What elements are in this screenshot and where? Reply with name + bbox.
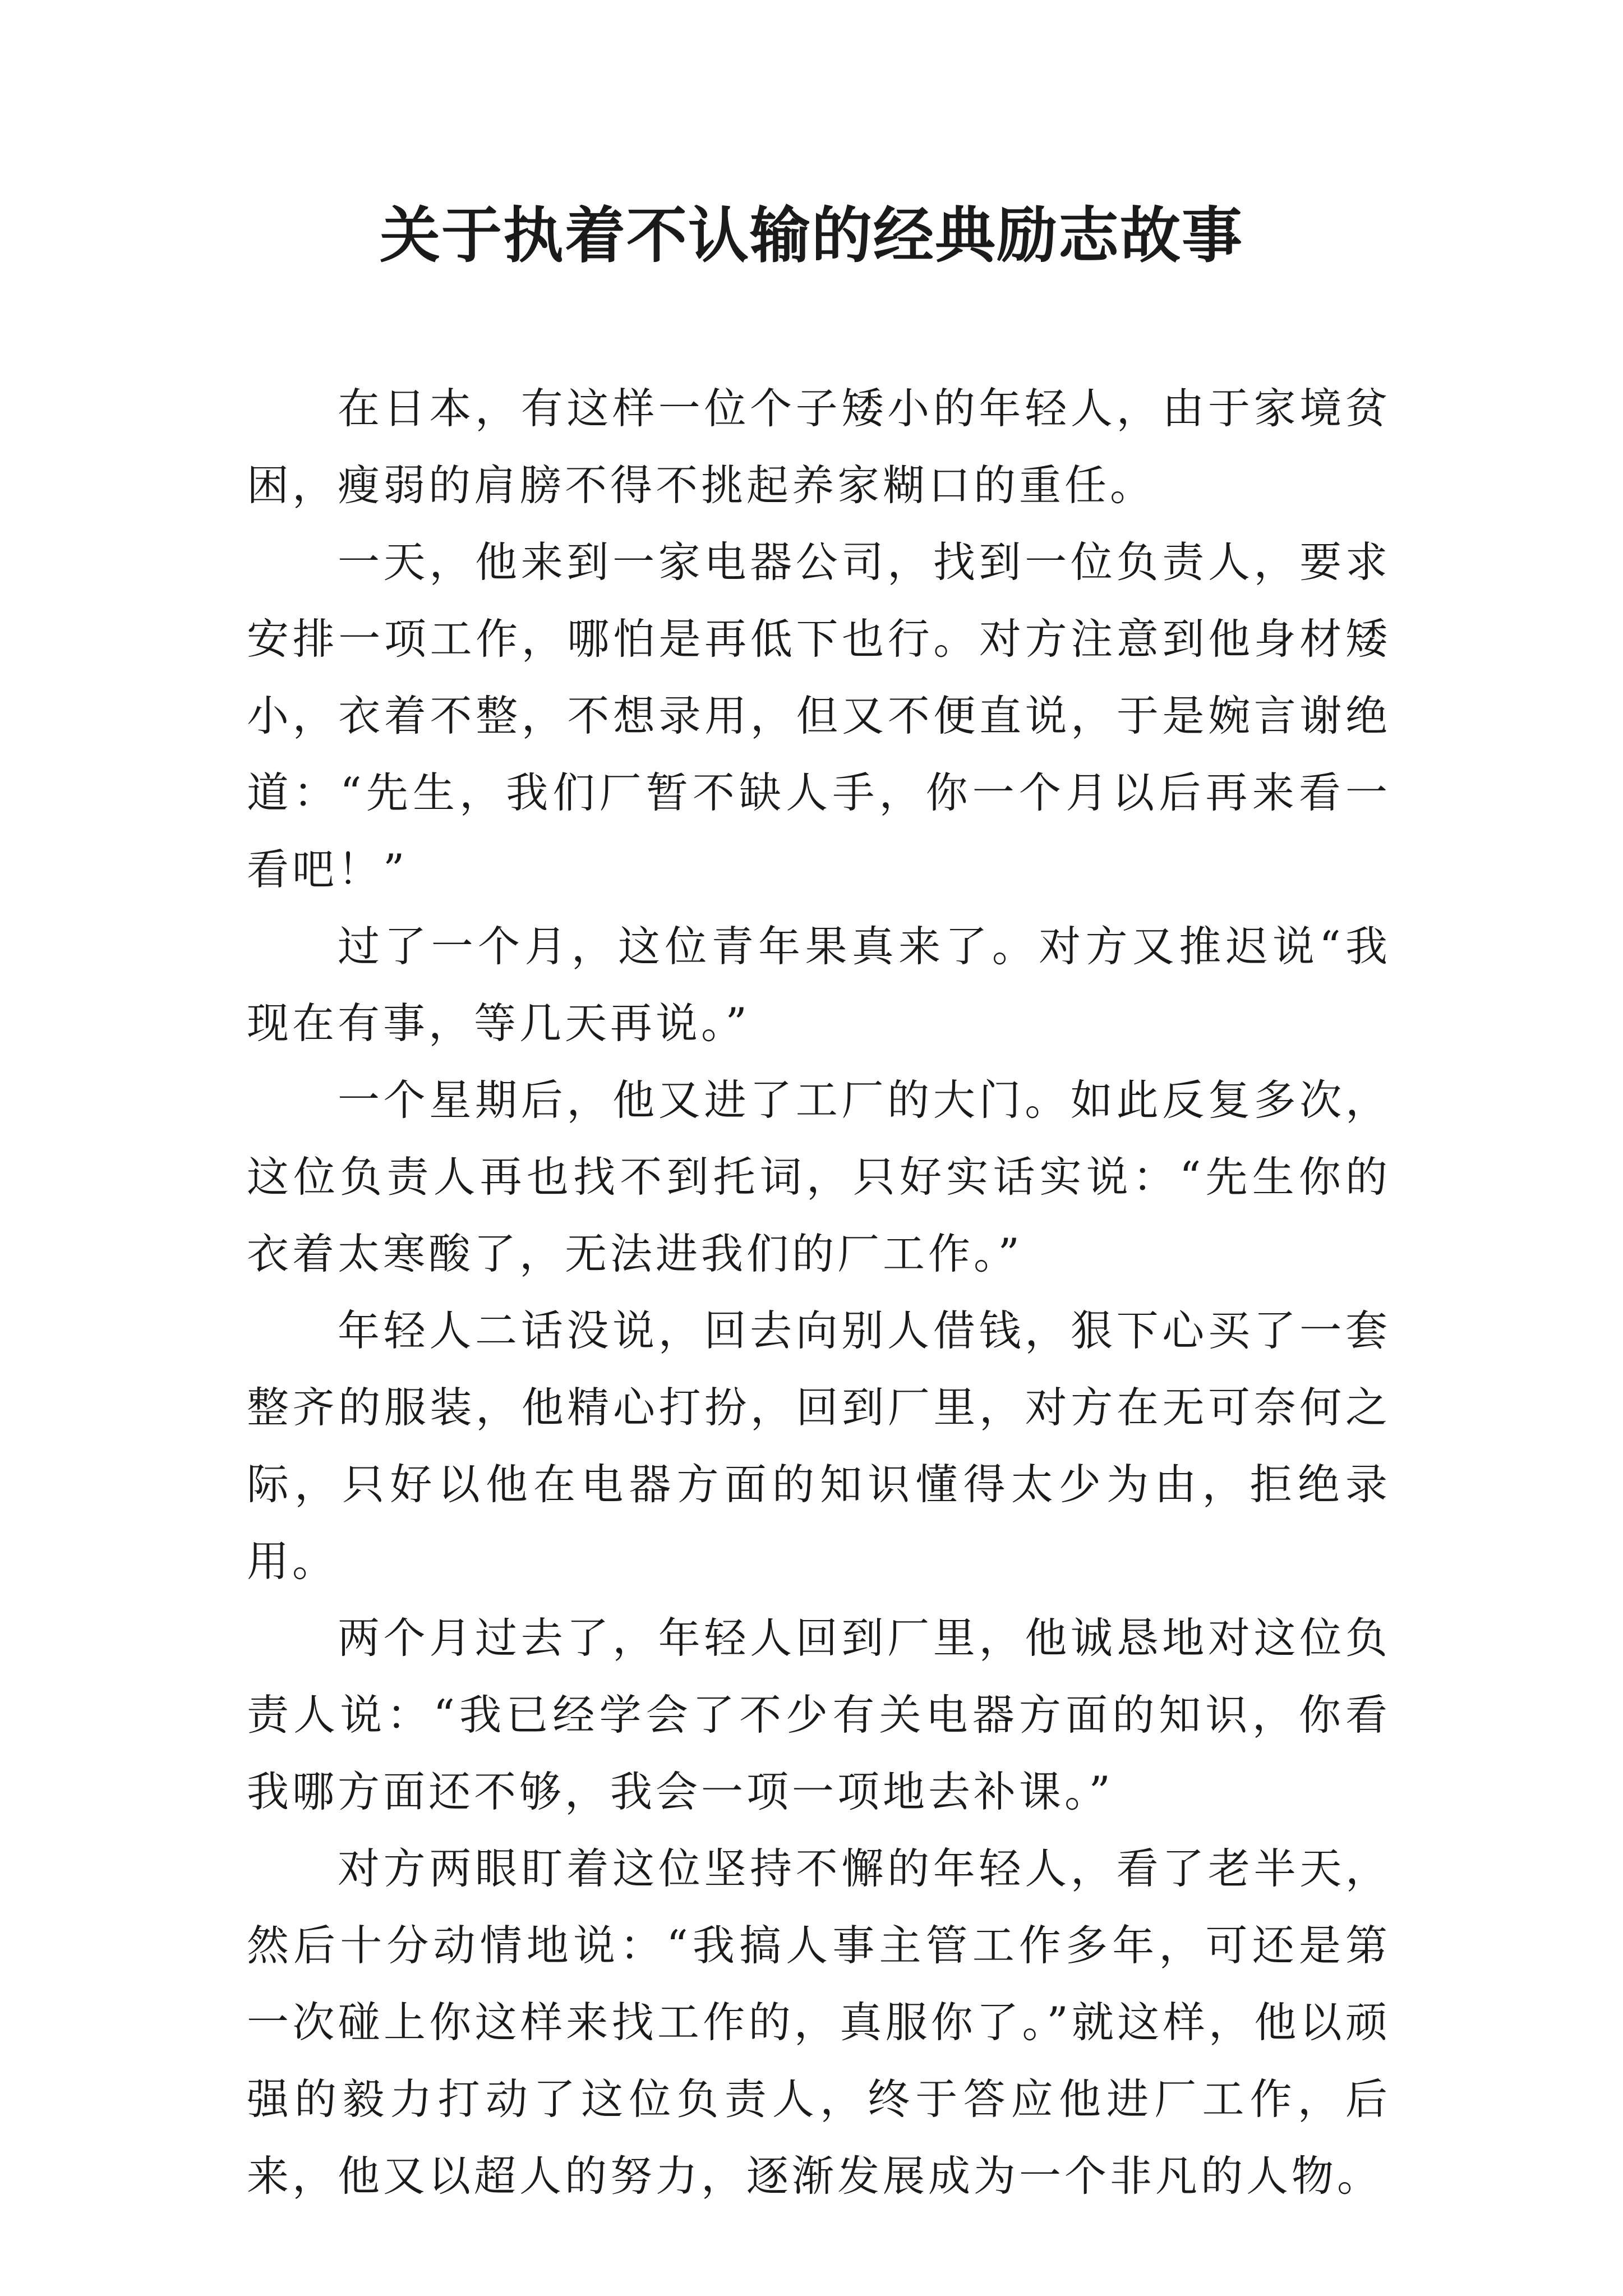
paragraph: 一个星期后，他又进了工厂的大门。如此反复多次，这位负责人再也找不到托词，只好实话实说：“先生你的衣着太寒酸了，无法进我们的厂工作。” <box>247 1075 1391 1278</box>
paragraph: 在日本，有这样一位个子矮小的年轻人，由于家境贫困，瘦弱的肩膀不得不挑起养家糊口的重任。 <box>247 384 1391 510</box>
article-body <box>247 370 1391 2215</box>
paragraph: 过了一个月，这位青年果真来了。对方又推迟说“我现在有事，等几天再说。” <box>247 922 1391 1048</box>
paragraph: 对方两眼盯着这位坚持不懈的年轻人，看了老半天，然后十分动情地说：“我搞人事主管工作多年，可还是第一次碰上你这样来找工作的，真服你了。”就这样，他以顽强的毅力打动了这位负责人，终于答应他进厂工作，后来，他又以超人的努力，逐渐发展成为一个非凡的人物。 <box>247 1844 1391 2201</box>
paragraph: 年轻人二话没说，回去向别人借钱，狠下心买了一套整齐的服装，他精心打扮，回到厂里，对方在无可奈何之际，只好以他在电器方面的知识懂得太少为由，拒绝录用。 <box>247 1306 1391 1586</box>
page-title: 关于执着不认输的经典励志故事 <box>379 200 1243 271</box>
paragraph: 两个月过去了，年轻人回到厂里，他诚恳地对这位负责人说：“我已经学会了不少有关电器方面的知识，你看我哪方面还不够，我会一项一项地去补课。” <box>247 1613 1391 1816</box>
paragraph: 一天，他来到一家电器公司，找到一位负责人，要求安排一项工作，哪怕是再低下也行。对方注意到他身材矮小，衣着不整，不想录用，但又不便直说，于是婉言谢绝道：“先生，我们厂暂不缺人手，你一个月以后再来看一看吧！” <box>247 537 1391 894</box>
